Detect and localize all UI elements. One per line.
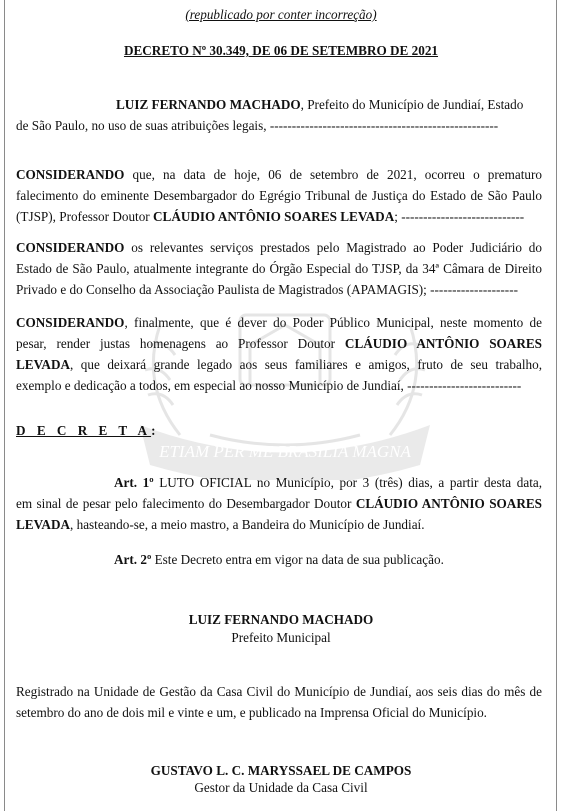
intro-text-2: de São Paulo, no uso de suas atribuições legais, ---------------------------------------------------- [16,118,499,133]
considerando-keyword: CONSIDERANDO [16,315,125,330]
intro-paragraph [16,94,542,136]
watermark-motto: ETIAM PER ME BRASILIA MAGNA [159,442,411,461]
considerando-paragraph-1 [16,164,542,227]
considerando-paragraph-3 [16,312,542,396]
registration-text-2: setembro do ano de dois mil e vinte e um, e publicado na Imprensa Oficial do Município. [16,705,487,720]
right-border-line [556,0,557,811]
article-1 [16,472,542,535]
decreta-heading [16,420,542,441]
manager-signature-role: Gestor da Unidade da Casa Civil [194,780,368,795]
consider-1-text-2: falecimento do eminente Desembargador do Egrégio Tribunal de Justiça do Estado de São Paulo [16,188,542,203]
consider-1-text-1: que, na data de hoje, 06 de setembro de 2021, ocorreu o prematuro [124,167,542,182]
registration-paragraph [16,681,542,723]
consider-2-text-2: Estado de São Paulo, atualmente integrante do Órgão Especial do TJSP, da 34ª Câmara de Direito [16,261,542,276]
decreta-label: D E C R E T A [16,423,152,438]
mayor-name: LUIZ FERNANDO MACHADO [116,97,301,112]
left-border-line [4,0,5,811]
judge-name-part-2: LEVADA [16,357,70,372]
consider-2-text-1: os relevantes serviços prestados pelo Magistrado ao Poder Judiciário do [124,240,542,255]
article-2-label: Art. 2º [114,552,152,567]
republished-note: (republicado por conter incorreção) [185,7,377,22]
consider-1-text-4: ; ---------------------------- [394,209,525,224]
judge-name-part-2: LEVADA [16,517,70,532]
judge-name-part-1: CLÁUDIO ANTÔNIO SOARES [355,496,542,511]
consider-2-text-3: Privado e do Conselho da Associação Paulista de Magistrados (APAMAGIS); -------------------- [16,282,518,297]
consider-3-text-2: pesar, render justas homenagens ao Professor Doutor [16,336,345,351]
intro-text-1: , Prefeito do Município de Jundiaí, Estado [300,97,524,112]
article-1-text-1: LUTO OFICIAL no Município, por 3 (três) dias, a partir desta data, [153,475,543,490]
consider-3-text-1: , finalmente, que é dever do Poder Público Municipal, neste momento de [124,315,542,330]
manager-signature-name: GUSTAVO L. C. MARYSSAEL DE CAMPOS [150,763,412,778]
decreta-colon: : [151,423,156,438]
considerando-keyword: CONSIDERANDO [16,167,125,182]
registration-text-1: Registrado na Unidade de Gestão da Casa Civil do Município de Jundiaí, aos seis dias do mês de [16,684,542,699]
article-2 [16,549,542,570]
mayor-signature-role: Prefeito Municipal [231,630,331,645]
considerando-keyword: CONSIDERANDO [16,240,125,255]
consider-1-text-3: (TJSP), Professor Doutor [16,209,154,224]
article-1-text-2: em sinal de pesar pelo falecimento do Desembargador Doutor [16,496,356,511]
article-1-label: Art. 1º [114,475,154,490]
judge-name-part-1: CLÁUDIO ANTÔNIO SOARES [344,336,542,351]
consider-3-text-3: , que deixará grande legado aos seus familiares e amigos, fruto de seu trabalho, [70,357,542,372]
judge-name: CLÁUDIO ANTÔNIO SOARES LEVADA [153,209,395,224]
mayor-signature-name: LUIZ FERNANDO MACHADO [188,612,374,627]
article-1-text-3: , hasteando-se, a meio mastro, a Bandeira do Município de Jundiaí. [70,517,425,532]
article-2-text: Este Decreto entra em vigor na data de sua publicação. [151,552,444,567]
consider-3-text-4: exemplo e dedicação a todos, em especial ao nosso Município de Jundiaí, -------------------------- [16,378,522,393]
decree-title: DECRETO Nº 30.349, DE 06 DE SETEMBRO DE 2021 [123,43,439,58]
considerando-paragraph-2 [16,237,542,300]
